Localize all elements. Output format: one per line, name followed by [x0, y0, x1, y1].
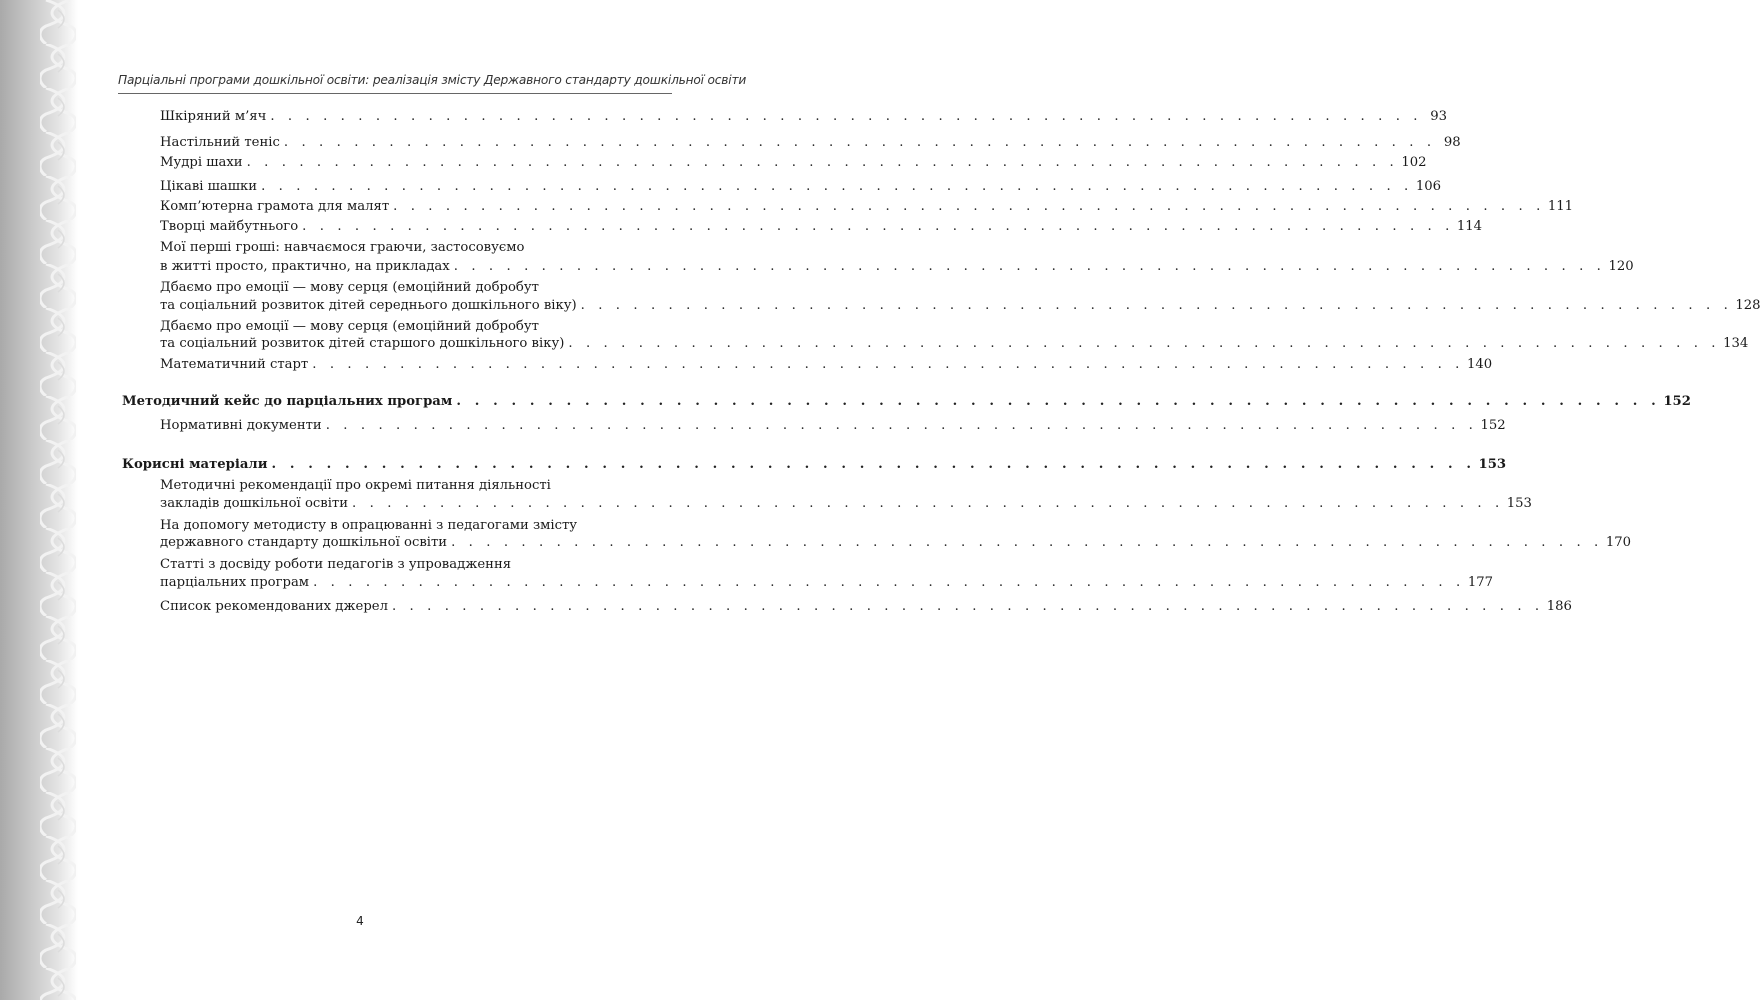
toc-entry: державного стандарту дошкільної освіти . . . . . . . . . . . . . . . . . . . . . . . . . . . . . . . . . . . . . . . . . . . . . . . . . . . . . . . . . . . . . . . . . . 170 [160, 533, 670, 553]
toc-entry-page: 170 [1605, 535, 1632, 550]
toc-entry-page: 120 [1608, 259, 1634, 274]
toc-section: Корисні матеріали . . . . . . . . . . . . . . . . . . . . . . . . . . . . . . . . . . . . . . . . . . . . . . . . . . . . . . . . . . . . . . . . . . 153 [122, 455, 670, 475]
toc-entry-title: Мудрі шахи [160, 155, 243, 170]
toc-entry: Шкіряний м’яч . . . . . . . . . . . . . . . . . . . . . . . . . . . . . . . . . . . . . . . . . . . . . . . . . . . . . . . . . . . . . . . . . . 93 [160, 107, 670, 127]
running-header: Парціальні програми дошкільної освіти: реалізація змісту Державного стандарту дошкільної освіти [118, 73, 747, 87]
toc-entry: парціальних програм . . . . . . . . . . . . . . . . . . . . . . . . . . . . . . . . . . . . . . . . . . . . . . . . . . . . . . . . . . . . . . . . . . 177 [160, 573, 670, 593]
toc-entry-title: Комп’ютерна грамота для малят [160, 199, 390, 214]
toc-section-title: Методичний кейс до парціальних програм [122, 394, 453, 409]
toc-entry-page: 102 [1401, 155, 1427, 170]
toc-entry: та соціальний розвиток дітей старшого дошкільного віку) . . . . . . . . . . . . . . . . . . . . . . . . . . . . . . . . . . . . . . . . . . . . . . . . . . . . . . . . . . . . . . . . . . 134 [160, 334, 670, 354]
toc-entry: та соціальний розвиток дітей середнього дошкільного віку) . . . . . . . . . . . . . . . . . . . . . . . . . . . . . . . . . . . . . . . . . . . . . . . . . . . . . . . . . . . . . . . . . . 128 [160, 296, 670, 316]
toc-entry-title: державного стандарту дошкільної освіти [160, 535, 448, 550]
toc-entry-page: 177 [1467, 575, 1493, 590]
toc-entry-page: 134 [1723, 336, 1749, 351]
toc-entry: Настільний теніс . . . . . . . . . . . . . . . . . . . . . . . . . . . . . . . . . . . . . . . . . . . . . . . . . . . . . . . . . . . . . . . . . . 98 [160, 133, 670, 153]
decorative-side-border [0, 0, 78, 1000]
toc-entry-title-line1: Методичні рекомендації про окремі питання діяльності [160, 478, 551, 493]
toc-entry-page: 140 [1466, 357, 1493, 372]
toc-entry-page: 114 [1456, 219, 1483, 234]
braid-ornament [40, 0, 76, 1000]
toc-entry-title: та соціальний розвиток дітей середнього дошкільного віку) [160, 298, 577, 313]
toc-entry-title: Цікаві шашки [160, 179, 258, 194]
toc-entry-title: Настільний теніс [160, 135, 280, 150]
toc-entry-title-line1: На допомогу методисту в опрацюванні з педагогами змісту [160, 518, 578, 533]
toc-section-title: Корисні матеріали [122, 457, 268, 472]
toc-entry: Цікаві шашки . . . . . . . . . . . . . . . . . . . . . . . . . . . . . . . . . . . . . . . . . . . . . . . . . . . . . . . . . . . . . . . . . . 106 [160, 177, 670, 197]
toc-entry-title: Список рекомендованих джерел [160, 599, 388, 614]
page-number: 4 [356, 914, 364, 928]
toc-entry-page: 186 [1546, 599, 1572, 614]
toc-entry-page: 153 [1506, 496, 1532, 511]
toc-entry-title: Нормативні документи [160, 418, 322, 433]
toc-section: Методичний кейс до парціальних програм . . . . . . . . . . . . . . . . . . . . . . . . . . . . . . . . . . . . . . . . . . . . . . . . . . . . . . . . . . . . . . . . . . 152 [122, 392, 670, 412]
toc-entry-page: 152 [1480, 418, 1506, 433]
toc-entry-title-line1: Дбаємо про емоції — мову серця (емоційний добробут [160, 280, 539, 295]
toc-entry: Нормативні документи . . . . . . . . . . . . . . . . . . . . . . . . . . . . . . . . . . . . . . . . . . . . . . . . . . . . . . . . . . . . . . . . . . 152 [160, 416, 670, 436]
toc-entry: Мудрі шахи . . . . . . . . . . . . . . . . . . . . . . . . . . . . . . . . . . . . . . . . . . . . . . . . . . . . . . . . . . . . . . . . . . 102 [160, 153, 670, 173]
toc-entry-title: Творці майбутнього [160, 219, 299, 234]
toc-entry: в житті просто, практично, на прикладах . . . . . . . . . . . . . . . . . . . . . . . . . . . . . . . . . . . . . . . . . . . . . . . . . . . . . . . . . . . . . . . . . . 120 [160, 257, 670, 277]
toc-entry-page: 98 [1443, 135, 1461, 150]
toc-entry-page: 153 [1478, 457, 1507, 472]
toc-entry: Творці майбутнього . . . . . . . . . . . . . . . . . . . . . . . . . . . . . . . . . . . . . . . . . . . . . . . . . . . . . . . . . . . . . . . . . . 114 [160, 217, 670, 237]
toc-entry-title: Математичний старт [160, 357, 309, 372]
header-divider [118, 93, 672, 94]
toc-entry-page: 93 [1430, 109, 1448, 124]
toc-entry: Математичний старт . . . . . . . . . . . . . . . . . . . . . . . . . . . . . . . . . . . . . . . . . . . . . . . . . . . . . . . . . . . . . . . . . . 140 [160, 355, 670, 375]
toc-entry-title: та соціальний розвиток дітей старшого дошкільного віку) [160, 336, 565, 351]
toc-entry: закладів дошкільної освіти . . . . . . . . . . . . . . . . . . . . . . . . . . . . . . . . . . . . . . . . . . . . . . . . . . . . . . . . . . . . . . . . . . 153 [160, 494, 670, 514]
toc-entry: Список рекомендованих джерел . . . . . . . . . . . . . . . . . . . . . . . . . . . . . . . . . . . . . . . . . . . . . . . . . . . . . . . . . . . . . . . . . . 186 [160, 597, 670, 617]
toc-entry-page: 128 [1735, 298, 1761, 313]
toc-entry-title: парціальних програм [160, 575, 310, 590]
toc-entry: Комп’ютерна грамота для малят . . . . . . . . . . . . . . . . . . . . . . . . . . . . . . . . . . . . . . . . . . . . . . . . . . . . . . . . . . . . . . . . . . 111 [160, 197, 670, 217]
toc-entry-title-line1: Статті з досвіду роботи педагогів з упровадження [160, 557, 512, 572]
toc-entry-page: 106 [1415, 179, 1441, 194]
toc-entry-title: закладів дошкільної освіти [160, 496, 349, 511]
toc-entry-title-line1: Мої перші гроші: навчаємося граючи, застосовуємо [160, 240, 525, 255]
toc-entry-title: Шкіряний м’яч [160, 109, 267, 124]
toc-entry-page: 152 [1663, 394, 1691, 409]
toc-entry-page: 111 [1547, 199, 1574, 214]
toc-entry-title: в житті просто, практично, на прикладах [160, 259, 450, 274]
toc-entry-title-line1: Дбаємо про емоції — мову серця (емоційний добробут [160, 319, 539, 334]
